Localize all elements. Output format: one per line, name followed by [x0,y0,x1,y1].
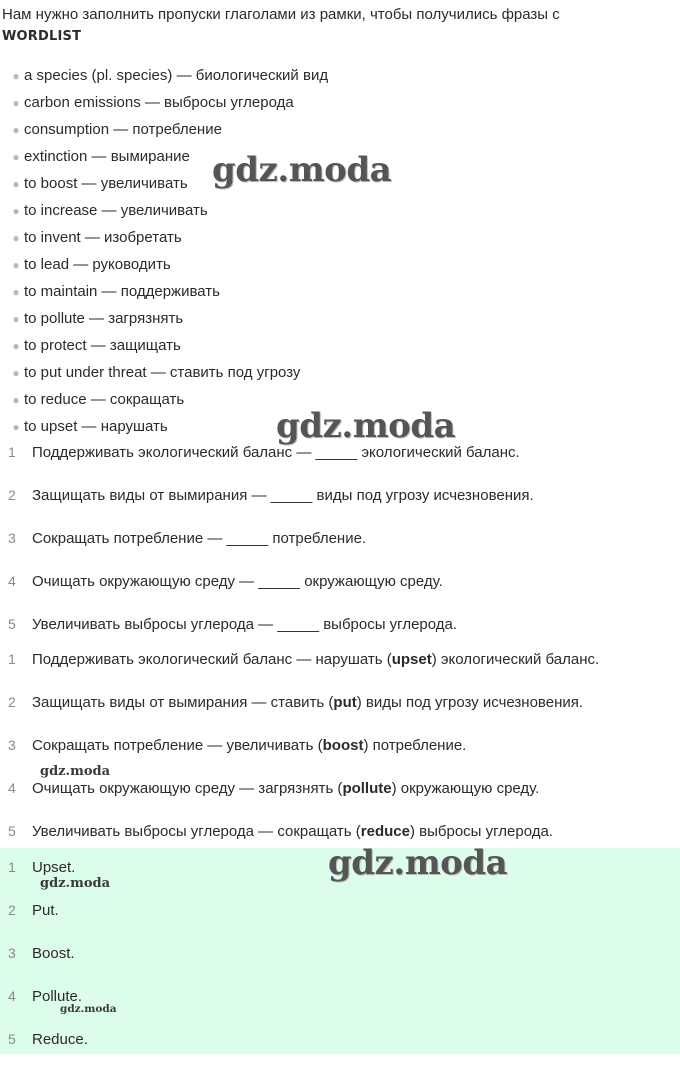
bullet-icon: ● [12,312,20,326]
bullet-icon: ● [12,96,20,110]
wordlist-title: WORDLIST [2,29,82,44]
bullet-icon: ● [12,339,20,353]
answer-word: put [333,694,357,711]
wordlist-item-text: to protect — защищать [24,337,181,354]
wordlist-item-text: to maintain — поддерживать [24,283,220,300]
wordlist-item [8,278,328,305]
answer-item [8,939,88,982]
solution-text: ) выбросы углерода. [409,823,553,840]
item-number: 5 [8,823,16,839]
solution-text: Увеличивать выбросы углерода — сокращать ( [32,823,361,840]
wordlist-item-text: consumption — потребление [24,121,222,138]
bullet-icon: ● [12,258,20,272]
wordlist-item [8,332,328,359]
wordlist-item-text: to reduce — сокращать [24,391,185,408]
solution-text: ) потребление. [363,737,467,754]
solution-item [8,688,599,731]
exercise-item [8,524,534,567]
bullet-icon: ● [12,177,20,191]
item-number: 4 [8,780,16,796]
wordlist [8,62,328,440]
solution-text: ) экологический баланс. [431,651,600,668]
wordlist-item-text: to upset — нарушать [24,418,168,435]
item-number: 1 [8,651,16,667]
answer-text: Reduce. [32,1031,88,1048]
wordlist-item-text: to boost — увеличивать [24,175,188,192]
exercise-item [8,567,534,610]
watermark: gdz.moda [40,764,111,779]
item-number: 1 [8,859,16,875]
watermark: gdz.moda [328,843,508,883]
bullet-icon: ● [12,123,20,137]
answer-word: reduce [360,823,410,840]
answer-word: boost [322,737,364,754]
bullet-icon: ● [12,69,20,83]
answer-text: Upset. [32,859,76,876]
item-number: 1 [8,444,16,460]
item-number: 3 [8,737,16,753]
bullet-icon: ● [12,285,20,299]
wordlist-item-text: extinction — вымирание [24,148,190,165]
solution-text: ) окружающую среду. [391,780,540,797]
item-number: 5 [8,1031,16,1047]
solution-list [8,645,599,860]
answer-text: Put. [32,902,59,919]
item-number: 2 [8,487,16,503]
answer-word: pollute [342,780,392,797]
wordlist-item-text: to put under threat — ставить под угрозу [24,364,301,381]
wordlist-item [8,305,328,332]
wordlist-item [8,359,328,386]
solution-text: Защищать виды от вымирания — ставить ( [32,694,334,711]
wordlist-item [8,224,328,251]
watermark: gdz.moda [60,1003,117,1015]
wordlist-item-text: carbon emissions — выбросы углерода [24,94,294,111]
bullet-icon: ● [12,366,20,380]
solution-item [8,774,599,817]
wordlist-item-text: to invent — изобретать [24,229,182,246]
answer-item [8,1025,88,1068]
wordlist-item [8,197,328,224]
item-number: 2 [8,694,16,710]
answer-item [8,896,88,939]
item-number: 4 [8,988,16,1004]
bullet-icon: ● [12,393,20,407]
wordlist-item [8,89,328,116]
watermark: gdz.moda [276,406,456,446]
bullet-icon: ● [12,150,20,164]
intro-text: Нам нужно заполнить пропуски глаголами из рамки, чтобы получились фразы с [2,6,560,23]
bullet-icon: ● [12,231,20,245]
bullet-icon: ● [12,420,20,434]
exercise-item [8,481,534,524]
item-number: 5 [8,616,16,632]
wordlist-item [8,251,328,278]
solution-text: Поддерживать экологический баланс — нарушать ( [32,651,392,668]
solution-item [8,645,599,688]
wordlist-item-text: a species (pl. species) — биологический вид [24,67,329,84]
exercise-text: Очищать окружающую среду — _____ окружающую среду. [32,573,443,590]
wordlist-item-text: to increase — увеличивать [24,202,208,219]
wordlist-item-text: to lead — руководить [24,256,171,273]
solution-text: Очищать окружающую среду — загрязнять ( [32,780,343,797]
wordlist-item [8,62,328,89]
item-number: 3 [8,530,16,546]
bullet-icon: ● [12,204,20,218]
wordlist-item [8,116,328,143]
intro [2,4,672,48]
answer-word: upset [391,651,432,668]
exercise-text: Сокращать потребление — _____ потребление. [32,530,367,547]
answer-text: Pollute. [32,988,83,1005]
wordlist-item-text: to pollute — загрязнять [24,310,184,327]
watermark: gdz.moda [212,150,392,190]
exercise-text: Увеличивать выбросы углерода — _____ выбросы углерода. [32,616,458,633]
solution-text: ) виды под угрозу исчезновения. [356,694,584,711]
answer-text: Boost. [32,945,75,962]
exercise-text: Защищать виды от вымирания — _____ виды под угрозу исчезновения. [32,487,534,504]
item-number: 3 [8,945,16,961]
exercise-text: Поддерживать экологический баланс — _____ экологический баланс. [32,444,520,461]
watermark: gdz.moda [40,876,111,891]
item-number: 2 [8,902,16,918]
exercise-list [8,438,534,653]
solution-text: Сокращать потребление — увеличивать ( [32,737,323,754]
item-number: 4 [8,573,16,589]
